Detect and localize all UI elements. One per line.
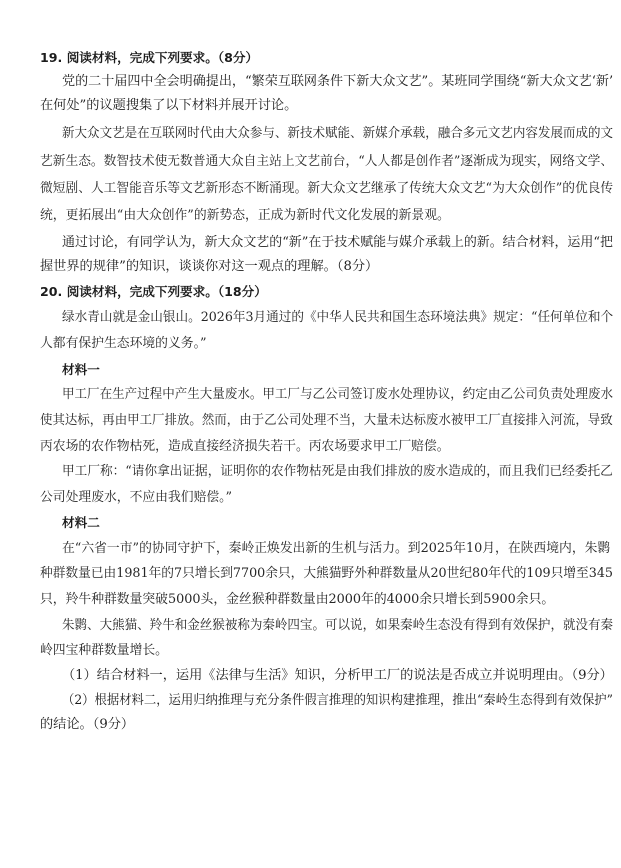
material-1-quote-line-1: 甲工厂称：“请你拿出证据，证明你的农作物枯死是由我们排放的废水造成的，而且我们已经委托乙 <box>62 464 613 479</box>
q20-task-2-line-2: 的结论。（9分） <box>40 717 135 732</box>
material-1-title: 材料一 <box>62 362 100 377</box>
material-2-line-1: 在“六省一市”的协同守护下，秦岭正焕发出新的生机与活力。到2025年10月，在陕西境内，朱鹮 <box>62 541 611 556</box>
q20-intro-line-1: 绿水青山就是金山银山。2026年3月通过的《中华人民共和国生态环境法典》规定：“任何单位和个 <box>62 310 614 325</box>
material-2-title: 材料二 <box>62 515 100 530</box>
q19-material-line-3: 微短剧、人工智能音乐等文艺新形态不断涌现。新大众文艺继承了传统大众文艺“为大众创作”的优良传 <box>40 181 614 196</box>
q20-task-2-line-1: （2）根据材料二，运用归纳推理与充分条件假言推理的知识构建推理，推出“秦岭生态得到有效保护” <box>62 693 613 708</box>
q20-heading: 20. 阅读材料，完成下列要求。（18分） <box>40 284 267 299</box>
q20-intro-line-2: 人都有保护生态环境的义务。” <box>40 336 207 351</box>
q19-material-line-1: 新大众文艺是在互联网时代由大众参与、新技术赋能、新媒介承载，融合多元文艺内容发展而成的文 <box>62 126 614 141</box>
q19-paragraph-1-line-2: 在何处”的议题搜集了以下材料并展开讨论。 <box>40 98 298 113</box>
q19-task-line-1: 通过讨论，有同学认为，新大众文艺的“新”在于技术赋能与媒介承载上的新。结合材料，运用“把 <box>62 235 613 250</box>
q20-task-1: （1）结合材料一，运用《法律与生活》知识，分析甲工厂的说法是否成立并说明理由。（9分） <box>62 668 613 683</box>
material-1-line-3: 丙农场的农作物枯死，造成直接经济损失若干。丙农场要求甲工厂赔偿。 <box>40 439 450 454</box>
q19-material-line-4: 统，更拓展出“由大众创作”的新势态，正成为新时代文化发展的新景观。 <box>40 208 450 223</box>
material-1-line-2: 使其达标，再由甲工厂排放。然而，由于乙公司处理不当，大量未达标废水被甲工厂直接排入河流，导致 <box>40 413 613 428</box>
material-1-line-1: 甲工厂在生产过程中产生大量废水。甲工厂与乙公司签订废水处理协议，约定由乙公司负责处理废水 <box>62 387 614 402</box>
material-2-conclusion-line-2: 岭四宝种群数量增长。 <box>40 643 168 658</box>
q19-material-line-2: 艺新生态。数智技术使无数普通大众自主站上文艺前台，“人人都是创作者”逐渐成为现实，网络文学、 <box>40 154 614 169</box>
q19-task-line-2: 握世界的规律”的知识，谈谈你对这一观点的理解。（8分） <box>40 259 379 274</box>
material-2-line-2: 种群数量已由1981年的7只增长到7700余只，大熊猫野外种群数量从20世纪80年代的109只增至345 <box>40 566 613 581</box>
material-1-quote-line-2: 公司处理废水，不应由我们赔偿。” <box>40 490 233 505</box>
q19-heading: 19. 阅读材料，完成下列要求。（8分） <box>40 50 259 65</box>
material-2-conclusion-line-1: 朱鹮、大熊猫、羚牛和金丝猴被称为秦岭四宝。可以说，如果秦岭生态没有得到有效保护，就没有秦 <box>62 618 614 633</box>
material-2-line-3: 只，羚牛种群数量突破5000头，金丝猴种群数量由2000年的4000余只增长到5900余只。 <box>40 592 555 607</box>
q19-paragraph-1-line-1: 党的二十届四中全会明确提出，“繁荣互联网条件下新大众文艺”。某班同学围绕“新大众文艺‘新’ <box>62 74 614 89</box>
